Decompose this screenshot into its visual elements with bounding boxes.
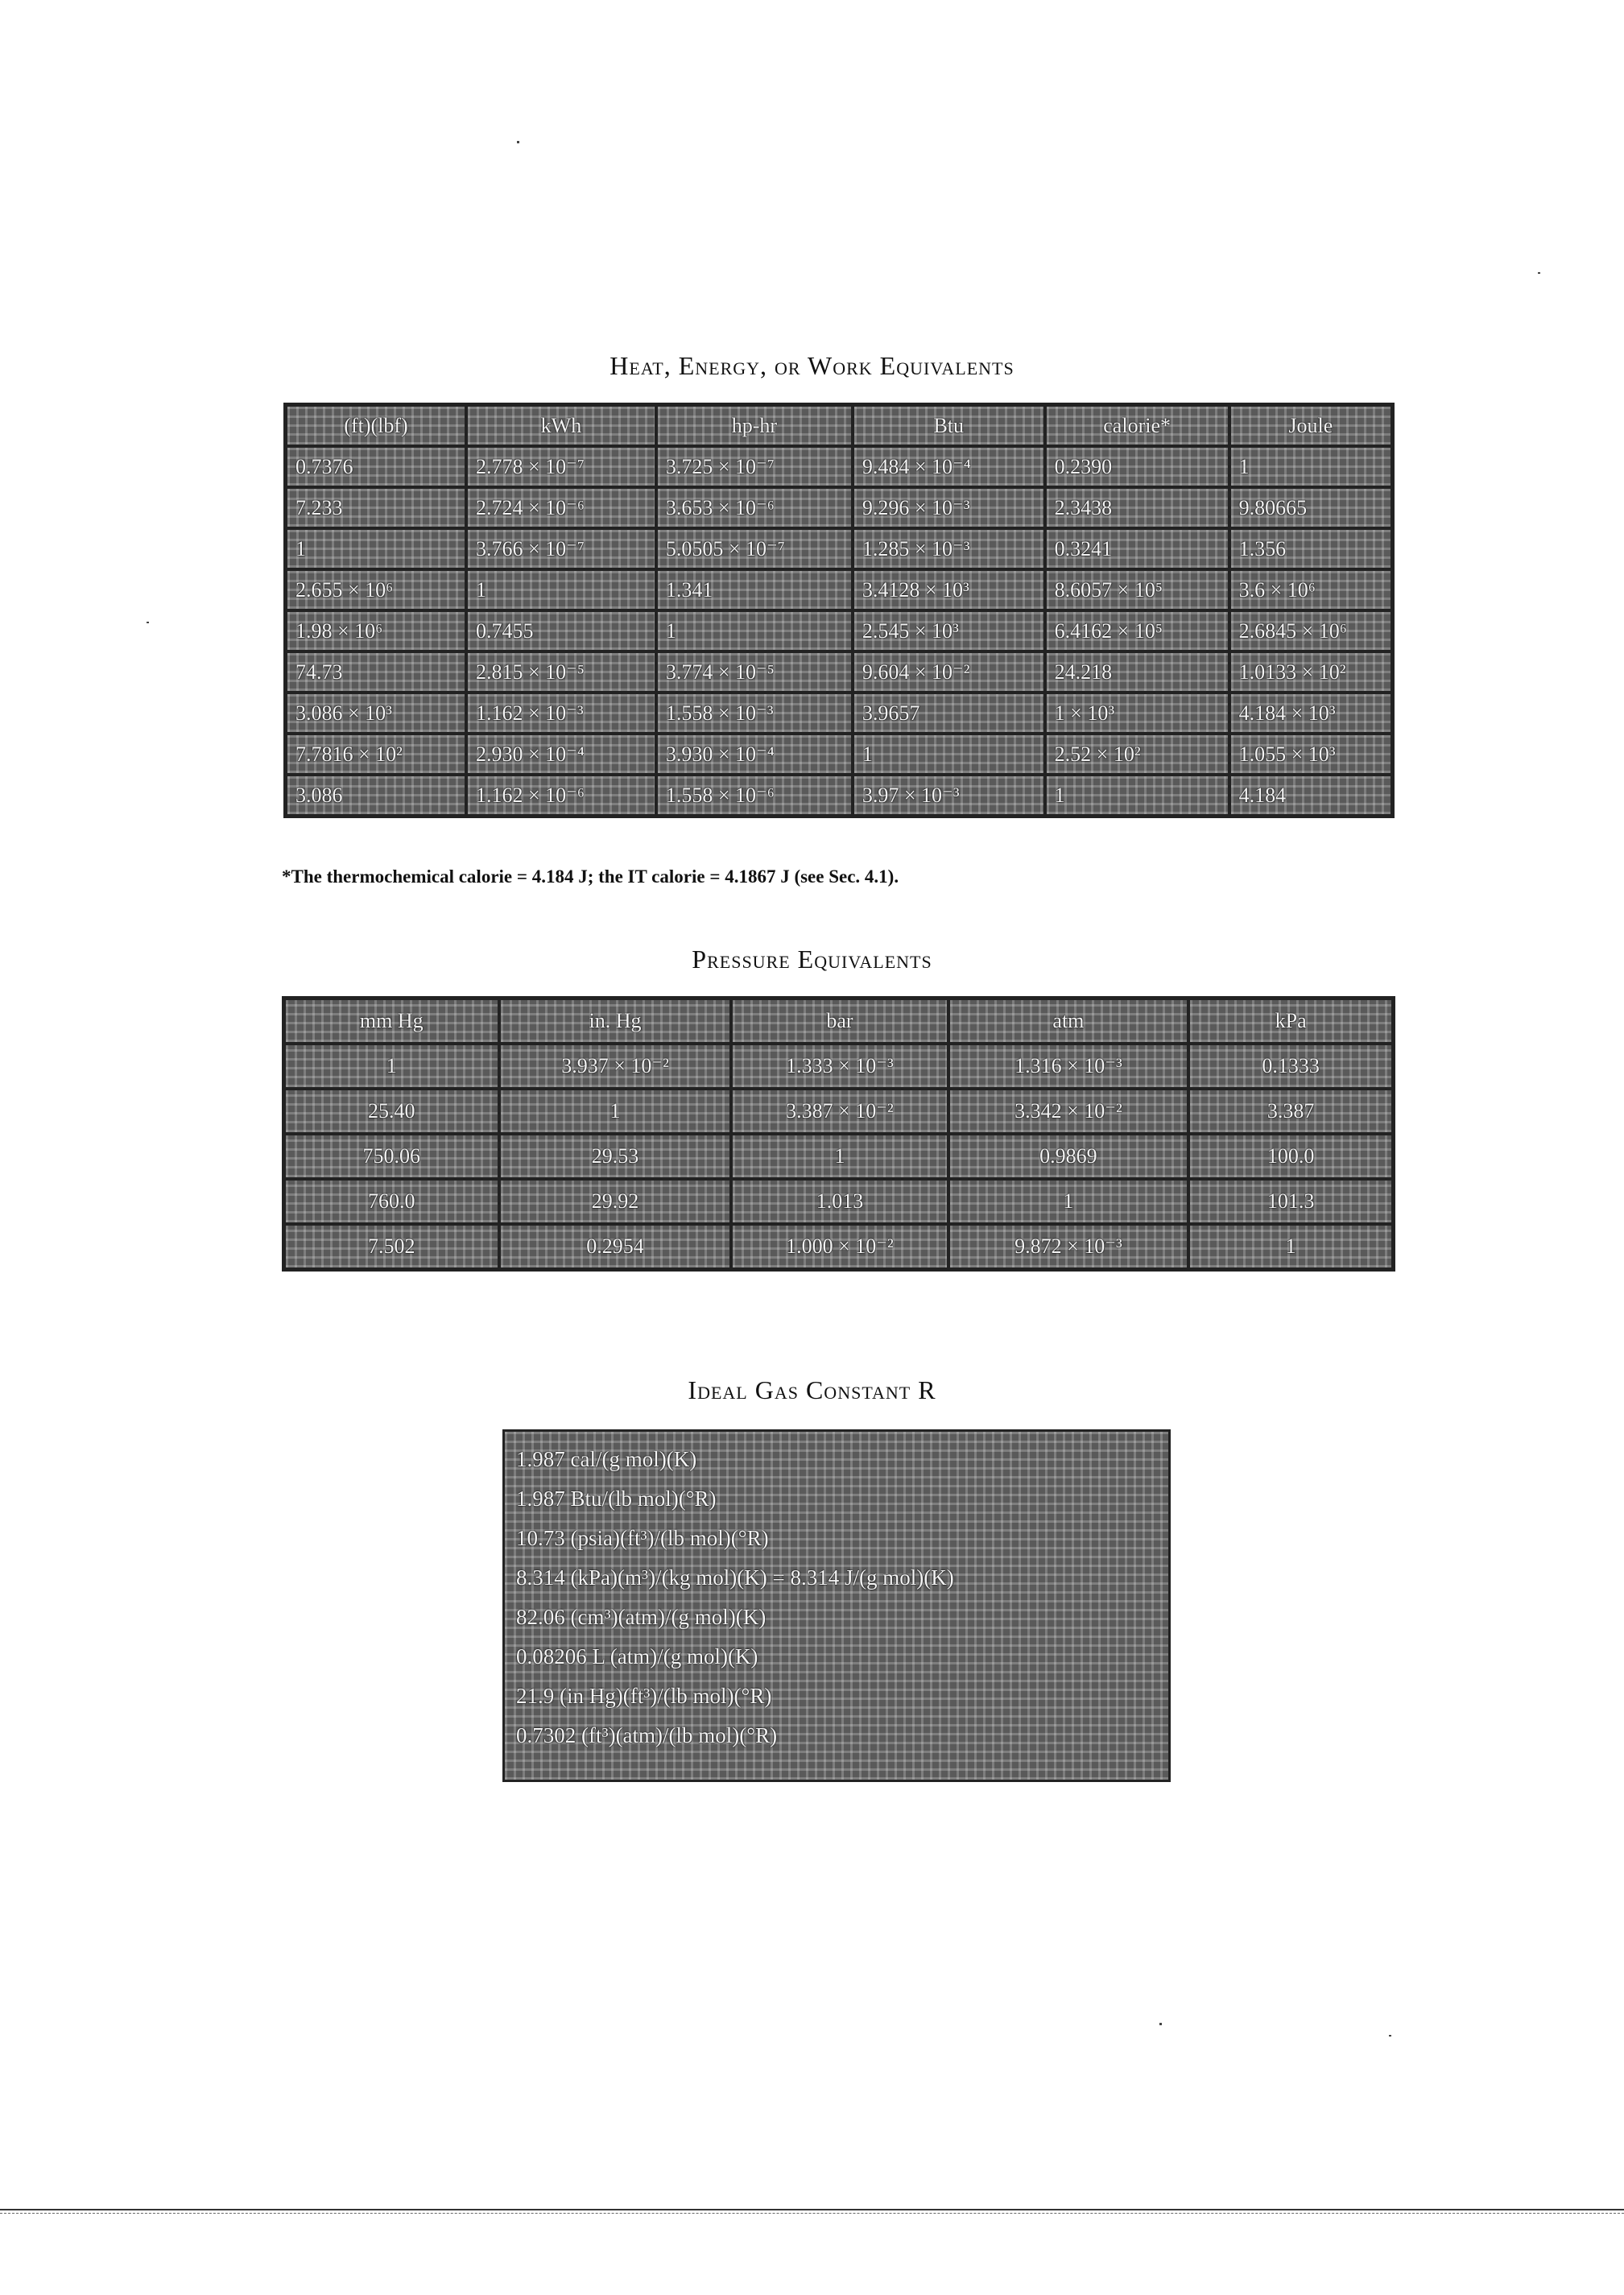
column-header: in. Hg [499, 999, 732, 1044]
table-cell: 74.73 [286, 651, 466, 693]
table-cell: 2.815 × 10⁻⁵ [466, 651, 656, 693]
gas-constant-value: 1.987 cal/(g mol)(K) [516, 1447, 697, 1471]
gas-constant-value: 8.314 (kPa)(m³)/(kg mol)(K) = 8.314 J/(g mol)(K) [516, 1565, 954, 1590]
table-cell: 1 [284, 1044, 499, 1089]
table-cell: 3.4128 × 10³ [853, 569, 1045, 610]
bottom-rule [0, 2209, 1624, 2210]
table-row [284, 1179, 1393, 1224]
table-cell: 1.013 [731, 1179, 948, 1224]
table-cell: 1.316 × 10⁻³ [948, 1044, 1189, 1089]
table-cell: 25.40 [284, 1089, 499, 1134]
table-cell: 3.774 × 10⁻⁵ [656, 651, 853, 693]
table-cell: 9.80665 [1229, 487, 1392, 528]
table-cell: 1.333 × 10⁻³ [731, 1044, 948, 1089]
table-cell: 1 [1045, 775, 1229, 816]
table-cell: 2.6845 × 10⁶ [1229, 610, 1392, 651]
table-cell: 1.000 × 10⁻² [731, 1224, 948, 1269]
table-cell: 1 × 10³ [1045, 693, 1229, 734]
table-cell: 1 [656, 610, 853, 651]
table-cell: 0.7376 [286, 446, 466, 487]
table-cell: 2.724 × 10⁻⁶ [466, 487, 656, 528]
table-row [286, 487, 1392, 528]
column-header: mm Hg [284, 999, 499, 1044]
gas-constant-value: 0.08206 L (atm)/(g mol)(K) [516, 1644, 758, 1669]
table-cell: 3.387 [1188, 1089, 1393, 1134]
table-cell: 9.872 × 10⁻³ [948, 1224, 1189, 1269]
table-cell: 3.725 × 10⁻⁷ [656, 446, 853, 487]
table-cell: 750.06 [284, 1134, 499, 1179]
pressure-title: Pressure Equivalents [692, 945, 932, 974]
table-cell: 1 [499, 1089, 732, 1134]
table-cell: 0.2954 [499, 1224, 732, 1269]
heat-title: Heat, Energy, or Work Equivalents [610, 351, 1014, 380]
table-cell: 3.766 × 10⁻⁷ [466, 528, 656, 569]
table-cell: 1 [853, 734, 1045, 775]
table-cell: 1.0133 × 10² [1229, 651, 1392, 693]
table-cell: 9.484 × 10⁻⁴ [853, 446, 1045, 487]
table-cell: 1.285 × 10⁻³ [853, 528, 1045, 569]
table-row [286, 569, 1392, 610]
table-row [284, 1044, 1393, 1089]
column-header: calorie* [1045, 405, 1229, 446]
table-cell: 0.7455 [466, 610, 656, 651]
table-cell: 0.1333 [1188, 1044, 1393, 1089]
table-cell: 2.930 × 10⁻⁴ [466, 734, 656, 775]
table-cell: 3.930 × 10⁻⁴ [656, 734, 853, 775]
table-cell: 1.162 × 10⁻⁶ [466, 775, 656, 816]
table-cell: 1 [731, 1134, 948, 1179]
table-cell: 1 [466, 569, 656, 610]
table-row [286, 446, 1392, 487]
table-row [286, 610, 1392, 651]
scan-speck [517, 141, 519, 143]
table-cell: 1 [1229, 446, 1392, 487]
table-cell: 1 [286, 528, 466, 569]
column-header: kWh [466, 405, 656, 446]
table-cell: 2.52 × 10² [1045, 734, 1229, 775]
table-cell: 2.655 × 10⁶ [286, 569, 466, 610]
table-cell: 1.356 [1229, 528, 1392, 569]
gas-constant-value: 10.73 (psia)(ft³)/(lb mol)(°R) [516, 1526, 769, 1550]
table-cell: 3.086 × 10³ [286, 693, 466, 734]
table-cell: 3.387 × 10⁻² [731, 1089, 948, 1134]
table-cell: 1 [1188, 1224, 1393, 1269]
column-header: kPa [1188, 999, 1393, 1044]
column-header: hp-hr [656, 405, 853, 446]
table-header-row [284, 999, 1393, 1044]
table-cell: 3.086 [286, 775, 466, 816]
heat-equivalents-table [283, 403, 1395, 818]
table-cell: 8.6057 × 10⁵ [1045, 569, 1229, 610]
table-cell: 3.9657 [853, 693, 1045, 734]
table-cell: 3.653 × 10⁻⁶ [656, 487, 853, 528]
gas-constant-value: 21.9 (in Hg)(ft³)/(lb mol)(°R) [516, 1684, 772, 1708]
table-cell: 760.0 [284, 1179, 499, 1224]
gas-constant-list [502, 1429, 1171, 1782]
table-cell: 5.0505 × 10⁻⁷ [656, 528, 853, 569]
table-cell: 24.218 [1045, 651, 1229, 693]
table-cell: 0.9869 [948, 1134, 1189, 1179]
column-header: Joule [1229, 405, 1392, 446]
calorie-footnote: *The thermochemical calorie = 4.184 J; the IT calorie = 4.1867 J (see Sec. 4.1). [282, 866, 899, 887]
table-header-row [286, 405, 1392, 446]
table-cell: 7.502 [284, 1224, 499, 1269]
table-cell: 1.162 × 10⁻³ [466, 693, 656, 734]
pressure-equivalents-table [282, 996, 1395, 1272]
table-row [286, 734, 1392, 775]
table-cell: 3.342 × 10⁻² [948, 1089, 1189, 1134]
table-row [286, 775, 1392, 816]
table-cell: 3.6 × 10⁶ [1229, 569, 1392, 610]
table-cell: 1.98 × 10⁶ [286, 610, 466, 651]
gas-constant-value: 0.7302 (ft³)(atm)/(lb mol)(°R) [516, 1723, 778, 1747]
table-cell: 6.4162 × 10⁵ [1045, 610, 1229, 651]
table-cell: 29.53 [499, 1134, 732, 1179]
table-row [286, 651, 1392, 693]
table-cell: 29.92 [499, 1179, 732, 1224]
table-cell: 4.184 × 10³ [1229, 693, 1392, 734]
table-row [286, 693, 1392, 734]
table-cell: 1.341 [656, 569, 853, 610]
table-cell: 100.0 [1188, 1134, 1393, 1179]
scan-speck [1538, 272, 1540, 274]
table-row [284, 1134, 1393, 1179]
column-header: atm [948, 999, 1189, 1044]
table-cell: 7.233 [286, 487, 466, 528]
table-cell: 101.3 [1188, 1179, 1393, 1224]
column-header: Btu [853, 405, 1045, 446]
table-cell: 4.184 [1229, 775, 1392, 816]
table-cell: 0.2390 [1045, 446, 1229, 487]
column-header: (ft)(lbf) [286, 405, 466, 446]
scan-speck [1389, 2035, 1391, 2037]
column-header: bar [731, 999, 948, 1044]
scan-speck [147, 622, 149, 623]
scan-speck [1159, 2023, 1162, 2025]
table-cell: 1.558 × 10⁻³ [656, 693, 853, 734]
table-cell: 2.778 × 10⁻⁷ [466, 446, 656, 487]
bottom-rule [0, 2213, 1624, 2214]
table-cell: 3.97 × 10⁻³ [853, 775, 1045, 816]
table-cell: 1 [948, 1179, 1189, 1224]
table-cell: 2.545 × 10³ [853, 610, 1045, 651]
table-cell: 7.7816 × 10² [286, 734, 466, 775]
table-cell: 0.3241 [1045, 528, 1229, 569]
table-cell: 9.604 × 10⁻² [853, 651, 1045, 693]
table-cell: 2.3438 [1045, 487, 1229, 528]
table-cell: 3.937 × 10⁻² [499, 1044, 732, 1089]
gas-constant-title: Ideal Gas Constant R [688, 1375, 936, 1404]
table-row [286, 528, 1392, 569]
table-cell: 9.296 × 10⁻³ [853, 487, 1045, 528]
table-cell: 1.055 × 10³ [1229, 734, 1392, 775]
table-row [284, 1224, 1393, 1269]
gas-constant-value: 1.987 Btu/(lb mol)(°R) [516, 1487, 717, 1511]
gas-constant-value: 82.06 (cm³)(atm)/(g mol)(K) [516, 1605, 767, 1629]
table-cell: 1.558 × 10⁻⁶ [656, 775, 853, 816]
table-row [284, 1089, 1393, 1134]
